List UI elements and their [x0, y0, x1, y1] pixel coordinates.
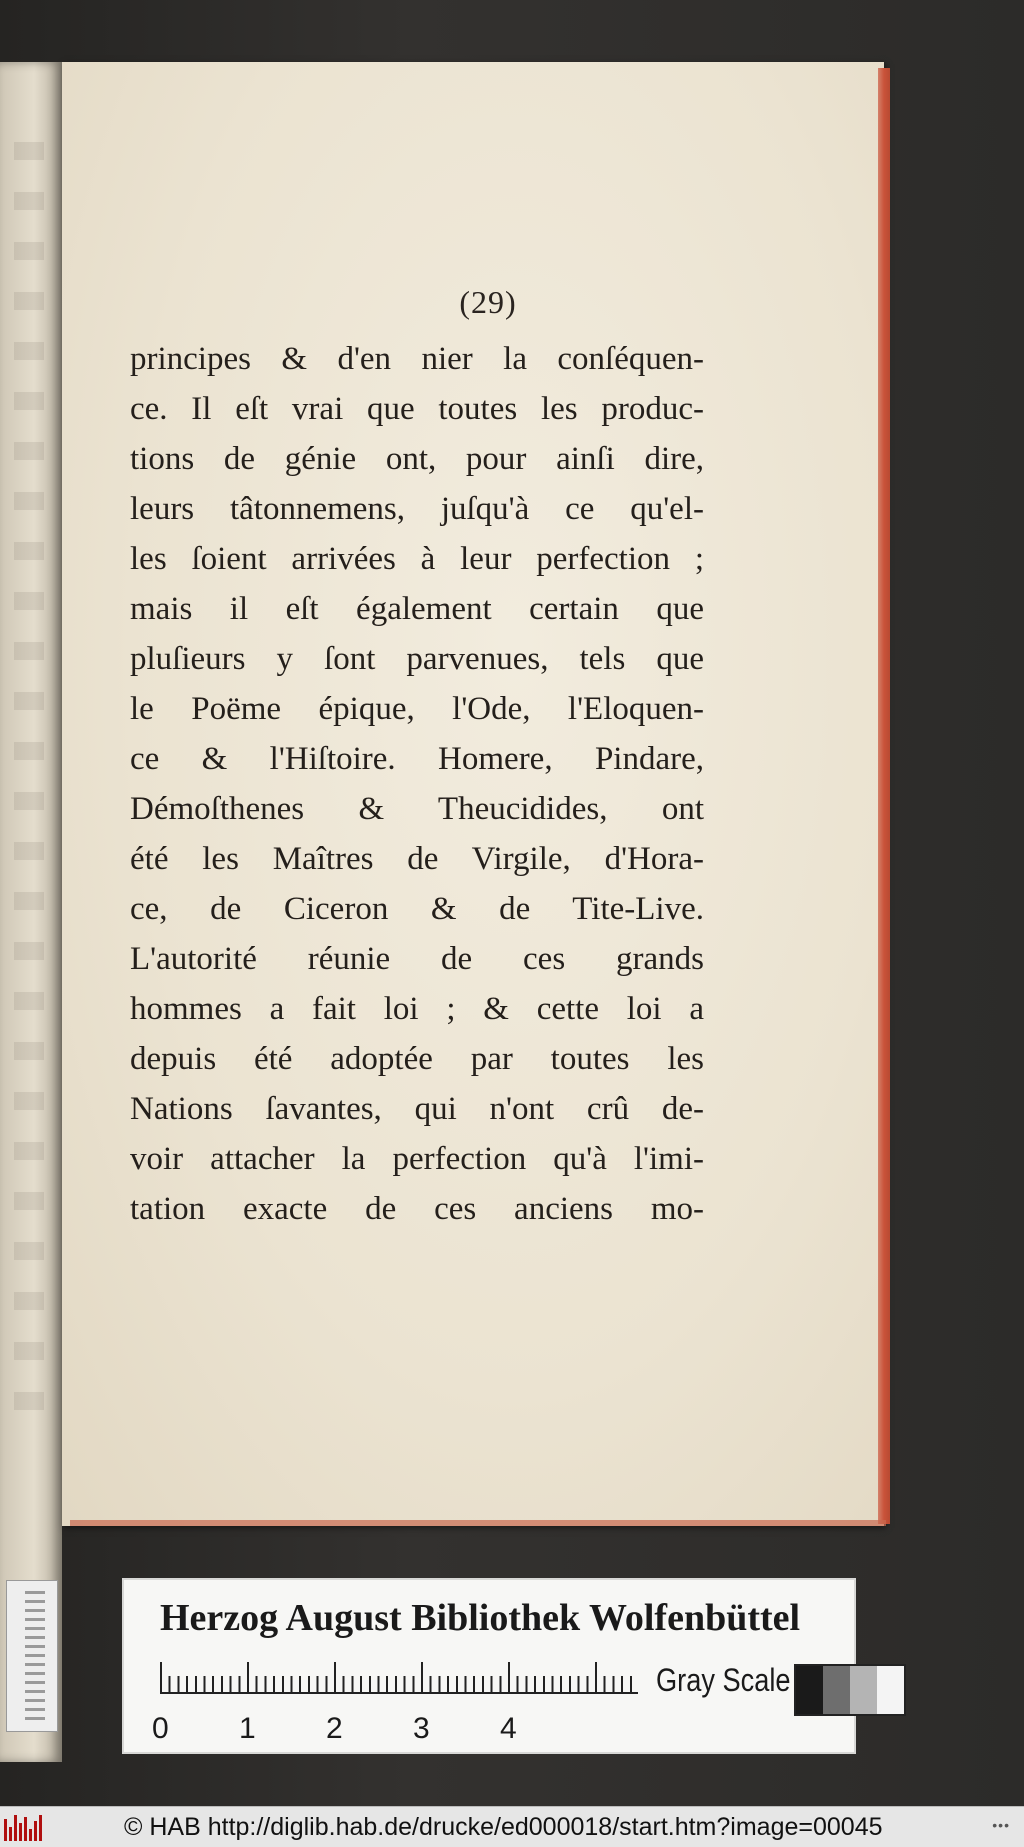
spine-label — [6, 1580, 58, 1732]
page-number: (29) — [459, 284, 517, 320]
dots-icon[interactable]: ••• — [992, 1817, 1010, 1833]
page-bottom-edge — [70, 1520, 886, 1526]
text-line: voir attacher la perfection qu'à l'imi- — [130, 1141, 704, 1177]
ruler-number: 3 — [413, 1712, 430, 1745]
ruler-major-tick — [595, 1662, 597, 1694]
library-name: Herzog August Bibliothek Wolfenbüttel — [160, 1597, 801, 1639]
text-line: les ſoient arrivées à leur perfection ; — [130, 541, 704, 577]
facing-page-edge — [0, 62, 62, 1762]
ruler-number: 2 — [326, 1712, 343, 1745]
text-line: pluſieurs y ſont parvenues, tels que — [130, 641, 704, 677]
text-line: le Poëme épique, l'Ode, l'Eloquen- — [130, 691, 704, 727]
ruler-number: 1 — [239, 1712, 256, 1745]
ruler-major-tick — [247, 1662, 249, 1694]
page-text — [130, 334, 704, 1234]
text-line: Nations ſavantes, qui n'ont crû de- — [130, 1091, 704, 1127]
text-line: leurs tâtonnemens, juſqu'à ce qu'el- — [130, 491, 704, 527]
footer-bar — [0, 1806, 1024, 1847]
red-page-edge — [878, 68, 890, 1524]
ruler-ticks — [160, 1662, 638, 1694]
text-line: ce. Il eſt vrai que toutes les produc- — [130, 391, 704, 427]
gray-scale-label: Gray Scale — [656, 1662, 791, 1698]
book-page — [62, 62, 884, 1526]
copyright-url: © HAB http://diglib.hab.de/drucke/ed000018/start.htm?image=00045 — [124, 1812, 883, 1841]
text-line: Démoſthenes & Theucidides, ont — [130, 791, 704, 827]
text-line: tions de génie ont, pour ainſi dire, — [130, 441, 704, 477]
gray-swatch — [823, 1666, 850, 1714]
ruler-major-tick — [508, 1662, 510, 1694]
text-line: ce, de Ciceron & de Tite-Live. — [130, 891, 704, 927]
text-line: tation exacte de ces anciens mo- — [130, 1191, 704, 1227]
ruler-number: 4 — [500, 1712, 517, 1745]
ruler-major-tick — [160, 1662, 162, 1694]
gray-swatch — [850, 1666, 877, 1714]
text-line: ce & l'Hiſtoire. Homere, Pindare, — [130, 741, 704, 777]
text-line: été les Maîtres de Virgile, d'Hora- — [130, 841, 704, 877]
bleed-through-text — [14, 142, 44, 1442]
text-line: L'autorité réunie de ces grands — [130, 941, 704, 977]
text-line: mais il eſt également certain que — [130, 591, 704, 627]
text-line: hommes a fait loi ; & cette loi a — [130, 991, 704, 1027]
color-scale-card — [122, 1578, 856, 1754]
hab-logo-icon — [4, 1813, 50, 1841]
gray-swatch — [877, 1666, 904, 1714]
ruler-major-tick — [421, 1662, 423, 1694]
gray-swatch — [796, 1666, 823, 1714]
text-line: principes & d'en nier la conſéquen- — [130, 341, 704, 377]
ruler-major-tick — [334, 1662, 336, 1694]
text-line: depuis été adoptée par toutes les — [130, 1041, 704, 1077]
measurement-ruler — [160, 1662, 638, 1710]
ruler-number: 0 — [152, 1712, 169, 1745]
gray-scale-swatches — [794, 1664, 906, 1716]
ruler-numbers — [152, 1712, 672, 1748]
